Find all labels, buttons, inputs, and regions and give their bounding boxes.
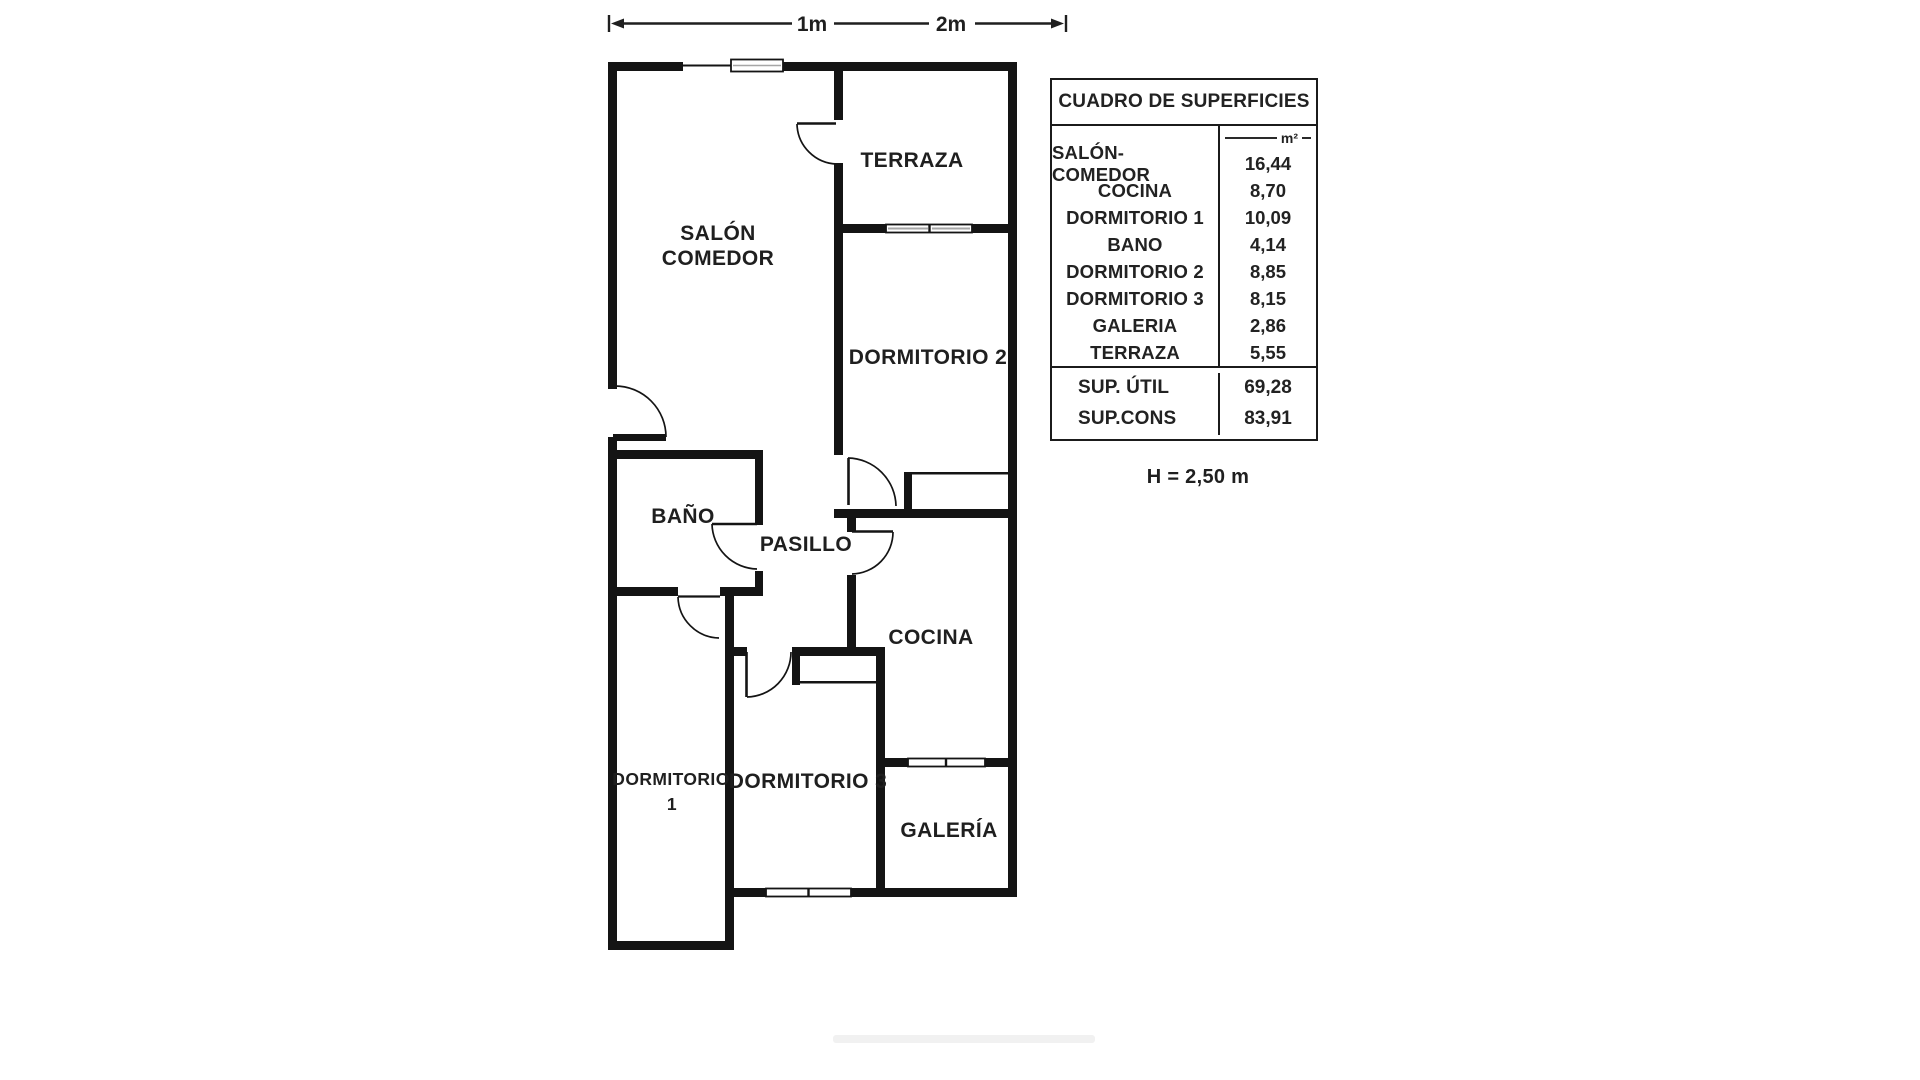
scale-label-1m: 1m [796,13,828,36]
row-label: DORMITORIO 2 [1066,260,1204,282]
label-pasillo: PASILLO [759,533,853,556]
faint-bottom-mark [833,1035,1095,1043]
scale-bar [609,15,1066,32]
row-label: SALÓN-COMEDOR [1052,141,1151,185]
label-dormitorio3: DORMITORIO 3 [728,770,888,793]
room-labels [612,149,1007,842]
label-salon-line2: COMEDOR [661,247,775,270]
row-value: 4,14 [1218,231,1316,258]
row-value: 8,15 [1218,285,1316,312]
total-value: 83,91 [1218,404,1316,435]
height-note: H = 2,50 m [1146,466,1250,488]
total-label: SUP. ÚTIL [1078,377,1170,398]
row-label: DORMITORIO 1 [1066,206,1204,228]
dorm3-door [747,652,792,697]
cocina-door [852,532,893,575]
dorm3-bottom-window [766,888,851,897]
entrance-door [613,386,666,438]
label-bano: BAÑO [651,505,715,528]
table-row [1052,177,1316,204]
label-terraza: TERRAZA [860,149,964,172]
table-row [1052,141,1316,185]
row-value: 2,86 [1218,312,1316,339]
table-row [1052,258,1316,285]
row-value: 16,44 [1218,150,1316,177]
dorm2-door [848,458,896,506]
table-totals [1052,366,1316,439]
label-galeria: GALERÍA [900,819,998,842]
row-label: BANO [1107,233,1163,255]
total-value: 69,28 [1218,373,1316,404]
row-label: TERRAZA [1090,341,1180,363]
total-row [1052,404,1316,435]
label-cocina: COCINA [888,626,974,649]
label-dormitorio1-line2: 1 [666,794,678,814]
bano-door [712,524,757,569]
row-value: 10,09 [1218,204,1316,231]
row-label: COCINA [1097,179,1173,201]
label-salon-line1: SALÓN [680,222,756,245]
galeria-window [908,758,985,767]
surface-table-title: CUADRO DE SUPERFICIES [1052,80,1316,126]
terraza-dorm2-window [886,224,972,233]
row-value: 8,85 [1218,258,1316,285]
table-row [1052,285,1316,312]
label-dormitorio1-line1: DORMITORIO [612,769,730,789]
table-row [1052,339,1316,366]
salon-top-window [731,60,783,72]
surface-table [1050,78,1318,441]
scale-arrow-left [611,19,624,29]
table-row [1052,231,1316,258]
dorm1-door [678,597,720,639]
row-label: DORMITORIO 3 [1066,287,1204,309]
table-row [1052,204,1316,231]
scale-label-2m: 2m [935,13,967,36]
table-row [1052,312,1316,339]
unit-label: m² [1280,130,1298,146]
total-row [1052,373,1316,404]
label-dormitorio2: DORMITORIO 2 [848,346,1008,369]
total-label: SUP.CONS [1078,408,1177,429]
scale-arrow-right [1051,19,1064,29]
terraza-door [797,124,837,165]
row-label: GALERIA [1092,314,1178,336]
row-value: 8,70 [1218,177,1316,204]
row-value: 5,55 [1218,339,1316,366]
